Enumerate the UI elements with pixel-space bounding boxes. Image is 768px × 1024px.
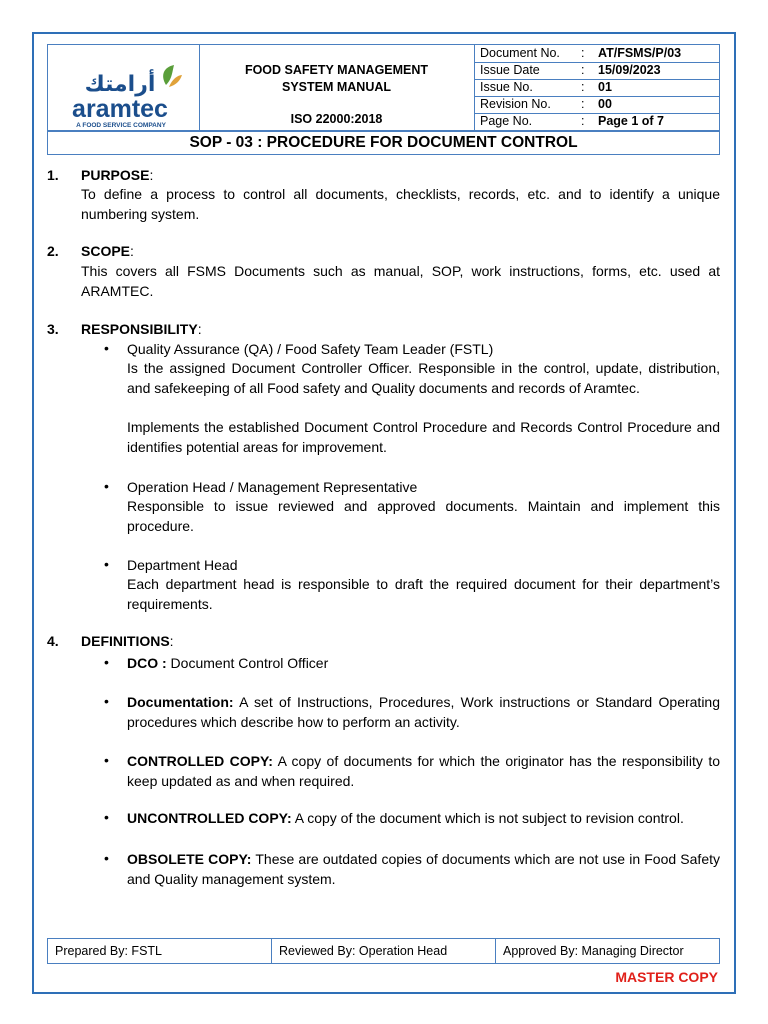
company-logo [48,45,200,130]
manual-title [199,45,475,130]
responsibility-item-head: Operation Head / Management Representative [127,479,418,495]
definition-item [127,809,720,829]
logo-brand-text: aramtec [72,95,168,123]
responsibility-item-text: Responsible to issue reviewed and approved documents. Maintain and implement this procedure. [127,498,720,534]
meta-label: Page No. [480,114,533,128]
responsibility-item-text: Each department head is responsible to draft the required document for their department’s requirements. [127,576,720,612]
purpose-text: To define a process to control all documents, checklists, records, etc. and to identify a unique numbering system. [81,186,720,222]
sop-title: SOP - 03 : PROCEDURE FOR DOCUMENT CONTROL [47,131,720,155]
document-header [47,44,720,131]
bullet-icon: • [104,850,109,866]
responsibility-item-head: Department Head [127,557,238,573]
definition-term: DCO : [127,655,167,671]
section-number: 3. [47,321,59,337]
meta-row-page-no [474,113,720,130]
section-heading: DEFINITIONS: [81,633,174,649]
definition-item [127,752,720,791]
master-copy-stamp: MASTER COPY [615,969,718,985]
approval-footer [47,938,720,964]
responsibility-item-text: Implements the established Document Control Procedure and Records Control Procedure and identifies potential areas for improvement. [127,419,720,455]
meta-value: 15/09/2023 [598,63,661,77]
iso-standard: ISO 22000:2018 [290,112,383,126]
responsibility-item-text: Is the assigned Document Controller Officer. Responsible in the control, update, distribution, and safekeeping of all Food safety and Quality documents and records of Aramtec. [127,360,720,396]
definition-item [127,654,720,674]
meta-value: Page 1 of 7 [598,114,664,128]
meta-row-issue-no [474,79,720,97]
responsibility-item-head: Quality Assurance (QA) / Food Safety Team Leader (FSTL) [127,341,494,357]
meta-value: 00 [598,97,612,111]
section-number: 1. [47,167,59,183]
bullet-icon: • [104,556,109,572]
definition-term: OBSOLETE COPY: [127,851,252,867]
logo-arabic-text: أرامتك [84,72,156,97]
section-heading: PURPOSE: [81,167,154,183]
manual-title-line1: FOOD SAFETY MANAGEMENT [244,63,429,77]
bullet-icon: • [104,693,109,709]
meta-value: AT/FSMS/P/03 [598,46,682,60]
section-title-definitions: DEFINITIONS [81,633,170,649]
definition-text: A copy of the document which is not subject to revision control. [291,810,684,826]
definition-item [127,693,720,732]
definition-item [127,850,720,889]
logo-tagline: A FOOD SERVICE COMPANY [76,122,166,129]
definition-term: CONTROLLED COPY: [127,753,273,769]
meta-colon: : [581,46,585,60]
definition-term: UNCONTROLLED COPY: [127,810,292,826]
prepared-by: Prepared By: FSTL [48,939,272,963]
section-number: 2. [47,243,59,259]
definition-text: A copy of documents for which the originator has the responsibility to keep updated as and when required. [127,753,721,789]
meta-colon: : [581,114,585,128]
meta-label: Issue Date [480,63,540,77]
meta-label: Issue No. [480,80,533,94]
scope-text: This covers all FSMS Documents such as manual, SOP, work instructions, forms, etc. used at ARAMTEC. [81,263,720,299]
definition-term: Documentation: [127,694,234,710]
section-heading: SCOPE: [81,243,134,259]
meta-colon: : [581,80,585,94]
reviewed-by: Reviewed By: Operation Head [272,939,496,963]
bullet-icon: • [104,752,109,768]
document-meta-table [474,45,720,130]
bullet-icon: • [104,809,109,825]
definition-text: Document Control Officer [166,655,329,671]
manual-title-line2: SYSTEM MANUAL [281,80,392,94]
meta-colon: : [581,63,585,77]
meta-colon: : [581,97,585,111]
meta-row-issue-date [474,62,720,80]
meta-label: Revision No. [480,97,551,111]
definition-text: These are outdated copies of documents which are not use in Food Safety and Quality management system. [127,851,721,887]
meta-row-revision-no [474,96,720,114]
section-heading: RESPONSIBILITY: [81,321,202,337]
section-title-purpose: PURPOSE [81,167,150,183]
section-title-responsibility: RESPONSIBILITY [81,321,198,337]
bullet-icon: • [104,340,109,356]
meta-row-document-no [474,45,720,63]
bullet-icon: • [104,478,109,494]
bullet-icon: • [104,654,109,670]
section-title-scope: SCOPE [81,243,131,259]
definition-text: A set of Instructions, Procedures, Work instructions or Standard Operating procedures which describe how to perform an activity. [127,694,720,730]
aramtec-logo-graphic [48,45,199,130]
approved-by: Approved By: Managing Director [503,944,684,958]
section-number: 4. [47,633,59,649]
meta-label: Document No. [480,46,560,60]
meta-value: 01 [598,80,612,94]
